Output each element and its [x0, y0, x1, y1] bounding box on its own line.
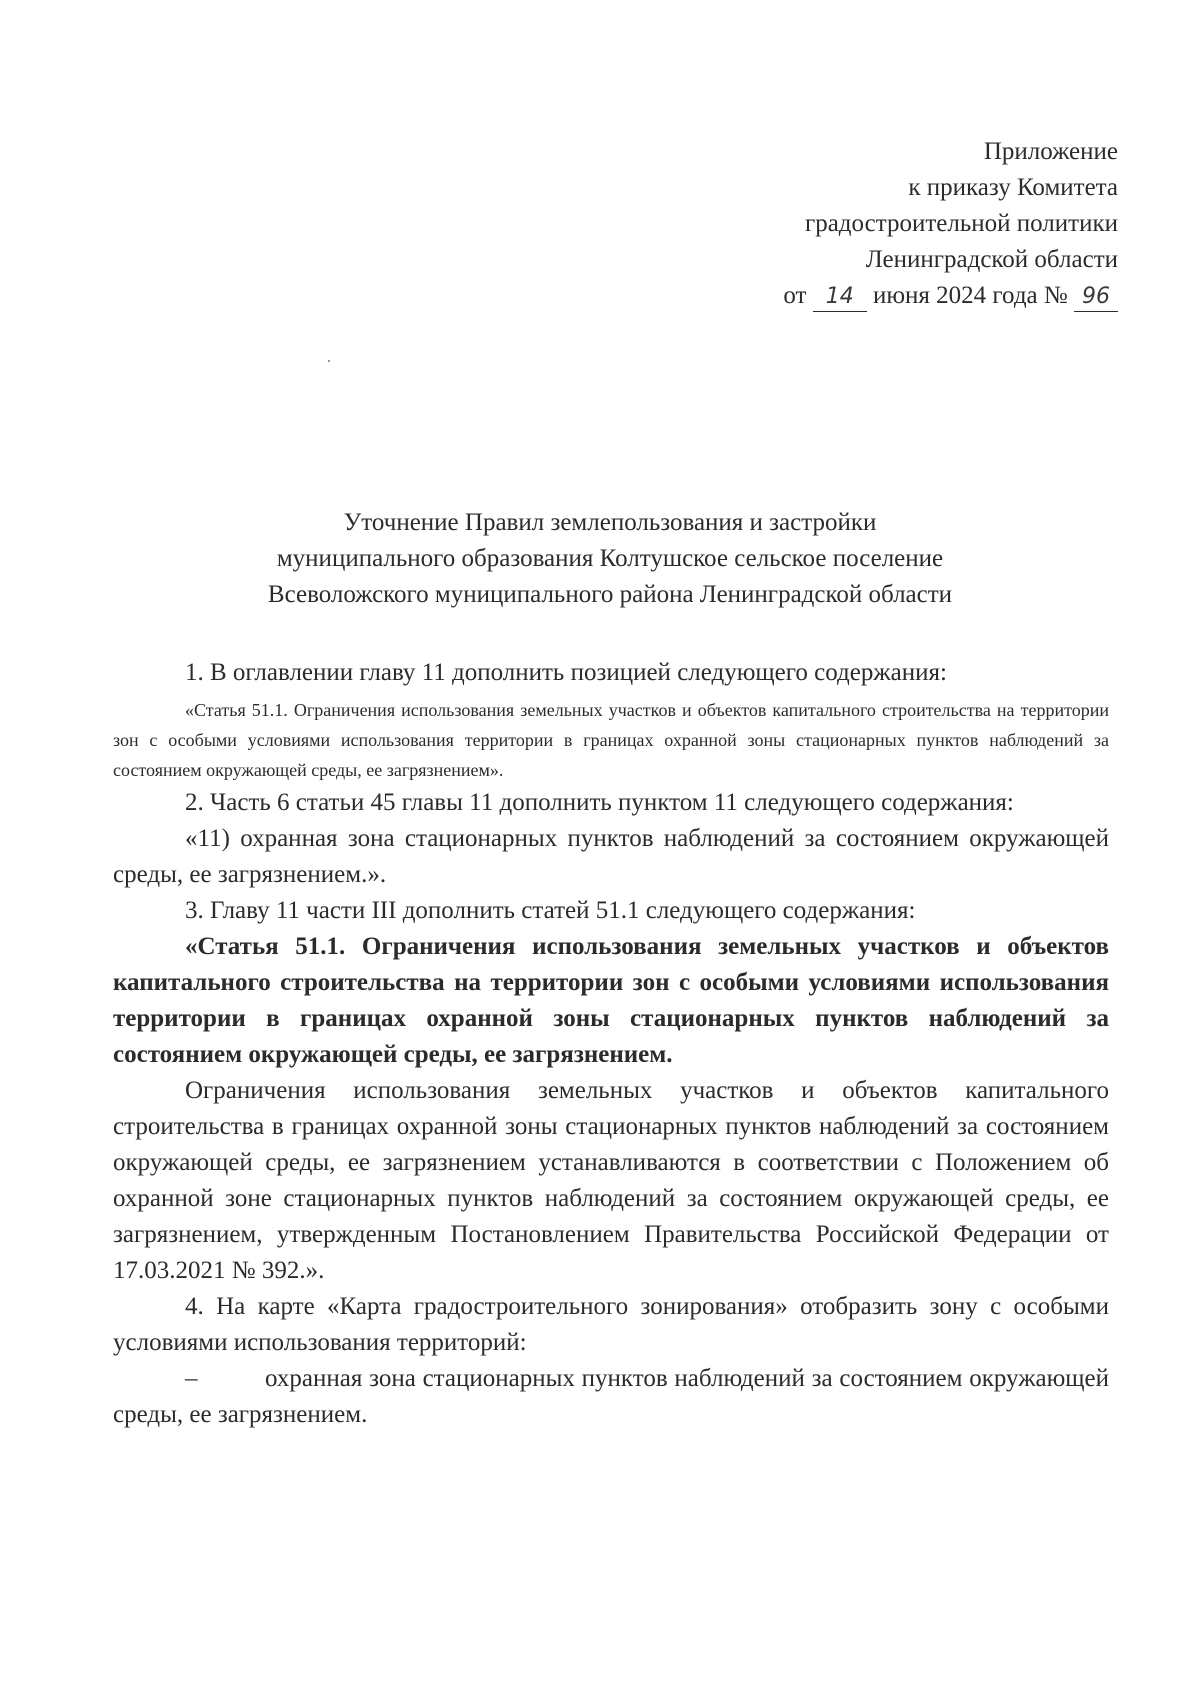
document-title: [110, 505, 1110, 613]
appendix-region: Ленинградской области: [865, 246, 1118, 273]
item-1-quote: «Статья 51.1. Ограничения использования земельных участков и объектов капитального строительства на территории зон с особыми условиями использования территории в границах охранной зоны стационарных пунктов наблюдений за состоянием окружающей среды, ее загрязнением».: [113, 700, 1109, 780]
handwritten-order-number: 96: [1074, 283, 1118, 312]
title-line-1: Уточнение Правил землепользования и застройки: [343, 509, 877, 536]
item-4-bullet-line: [113, 1361, 1109, 1433]
appendix-title: Приложение: [983, 138, 1118, 165]
item-3-article-text: Ограничения использования земельных участков и объектов капитального строительства в границах охранной зоны стационарных пунктов наблюдений за состоянием окружающей среды, ее загрязнением устанавливаются в соответствии с Положением об охранной зоне стационарных пунктов наблюдений за состоянием окружающей среды, ее загрязнением, утвержденным Постановлением Правительства Российской Федерации от 17.03.2021 № 392.».: [113, 1077, 1109, 1284]
item-3-article-title: «Статья 51.1. Ограничения использования земельных участков и объектов капитального строительства на территории зон с особыми условиями использования территории в границах охранной зоны стационарных пунктов наблюдений за состоянием окружающей среды, ее загрязнением.: [113, 933, 1109, 1068]
title-line-2: муниципального образования Колтушское сельское поселение: [276, 545, 944, 572]
item-1: 1. В оглавлении главу 11 дополнить позицией следующего содержания:: [185, 659, 947, 686]
item-3: 3. Главу 11 части III дополнить статей 51.1 следующего содержания:: [185, 897, 916, 924]
item-4: 4. На карте «Карта градостроительного зонирования» отобразить зону с особыми условиями использования территорий:: [113, 1293, 1109, 1356]
date-prefix: от: [783, 282, 807, 309]
item-2: 2. Часть 6 статьи 45 главы 11 дополнить пунктом 11 следующего содержания:: [185, 789, 1014, 816]
dash-marker: –: [185, 1365, 198, 1392]
date-middle: июня 2024 года №: [872, 282, 1068, 309]
document-body: [113, 655, 1109, 1433]
appendix-committee: градостроительной политики: [804, 210, 1118, 237]
appendix-header: [783, 134, 1118, 314]
item-2-quote: «11) охранная зона стационарных пунктов наблюдений за состоянием окружающей среды, ее загрязнением.».: [113, 825, 1109, 888]
appendix-date-line: [783, 278, 1118, 314]
item-4-bullet: охранная зона стационарных пунктов наблюдений за состоянием окружающей среды, ее загрязнением.: [113, 1365, 1109, 1428]
handwritten-day: 14: [813, 283, 867, 312]
appendix-order-ref: к приказу Комитета: [908, 174, 1118, 201]
scan-speck: [328, 360, 330, 362]
title-line-3: Всеволожского муниципального района Ленинградской области: [267, 581, 953, 608]
